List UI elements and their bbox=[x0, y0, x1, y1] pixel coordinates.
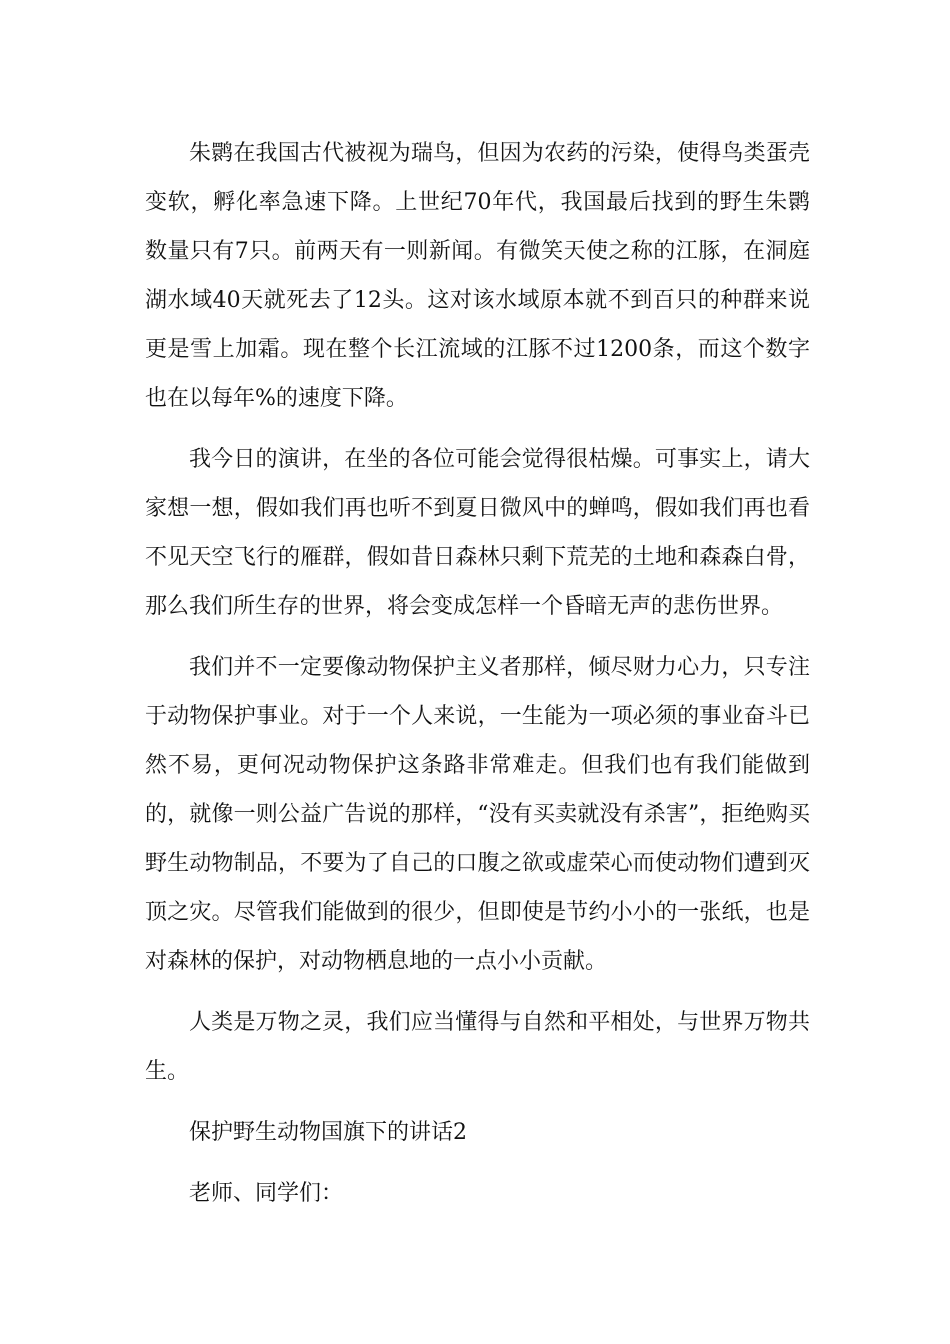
salutation: 老师、同学们： bbox=[189, 1181, 344, 1206]
document-body bbox=[145, 129, 810, 1230]
paragraph-coexist: 人类是万物之灵，我们应当懂得与自然和平相处，与世界万物共生。 bbox=[145, 1010, 810, 1084]
paragraph-crested-ibis: 朱鹮在我国古代被视为瑞鸟，但因为农药的污染，使得鸟类蛋壳变软，孵化率急速下降。上世纪70年代，我国最后找到的野生朱鹮数量只有7只。前两天有一则新闻。有微笑天使之称的江豚，在洞庭湖水域40天就死去了12头。这对该水域原本就不到百只的种群来说更是雪上加霜。现在整个长江流域的江豚不过1200条，而这个数字也在以每年%的速度下降。 bbox=[145, 141, 810, 411]
paragraph-imagine-world: 我今日的演讲，在坐的各位可能会觉得很枯燥。可事实上，请大家想一想，假如我们再也听不到夏日微风中的蝉鸣，假如我们再也看不见天空飞行的雁群，假如昔日森林只剩下荒芜的土地和森森白骨，那么我们所生存的世界，将会变成怎样一个昏暗无声的悲伤世界。 bbox=[145, 447, 810, 619]
paragraph-what-we-can-do: 我们并不一定要像动物保护主义者那样，倾尽财力心力，只专注于动物保护事业。对于一个人来说，一生能为一项必须的事业奋斗已然不易，更何况动物保护这条路非常难走。但我们也有我们能做到的，就像一则公益广告说的那样，“没有买卖就没有杀害”，拒绝购买野生动物制品，不要为了自己的口腹之欲或虚荣心而使动物们遭到灭顶之灾。尽管我们能做到的很少，但即使是节约小小的一张纸，也是对森林的保护，对动物栖息地的一点小小贡献。 bbox=[145, 655, 810, 974]
section-heading: 保护野生动物国旗下的讲话2 bbox=[189, 1120, 467, 1145]
